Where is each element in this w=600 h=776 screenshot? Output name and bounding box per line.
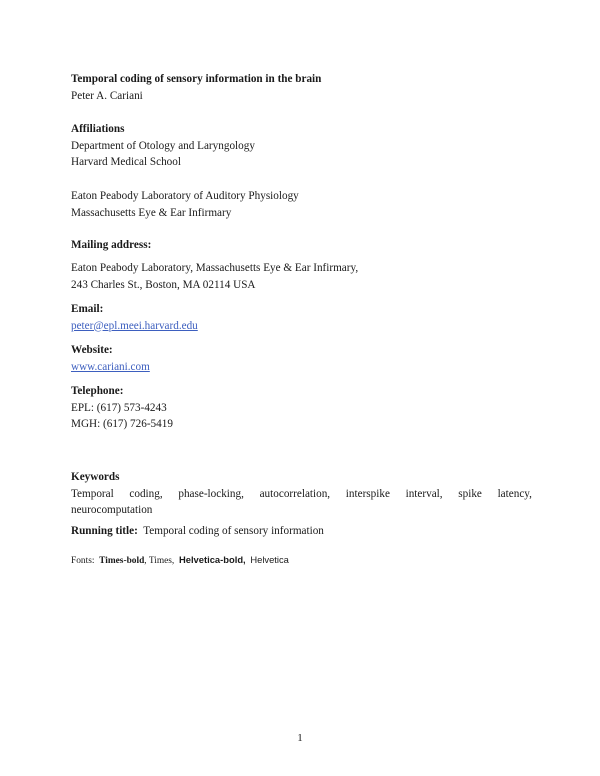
mailing-section (71, 260, 532, 293)
telephone-heading: Telephone: (71, 385, 124, 397)
website-heading: Website: (71, 344, 113, 356)
font-times: Times, (148, 556, 175, 566)
font-helvetica-bold: Helvetica-bold, (178, 554, 246, 565)
keywords-section (71, 469, 532, 519)
keywords-heading: Keywords (71, 471, 120, 483)
keyword-word: coding, (129, 487, 163, 500)
affiliation-line: Department of Otology and Laryngology (71, 139, 255, 152)
affiliation-line: Eaton Peabody Laboratory of Auditory Physiology (71, 190, 299, 202)
email-section (71, 301, 532, 334)
mailing-heading-block (71, 237, 532, 254)
running-title (71, 523, 532, 540)
email-link[interactable]: peter@epl.meei.harvard.edu (71, 319, 198, 332)
page-number: 1 (297, 732, 303, 744)
keyword-word: latency, (497, 487, 532, 500)
fonts-section (71, 552, 532, 570)
mailing-line: Eaton Peabody Laboratory, Massachusetts Eye & Ear Infirmary, (71, 262, 359, 274)
mailing-heading: Mailing address: (71, 239, 152, 251)
keywords-line-2: neurocomputation (71, 504, 153, 516)
keyword-word: Temporal (71, 487, 114, 500)
font-times-bold: Times-bold (99, 556, 145, 566)
running-title-value: Temporal coding of sensory information (143, 525, 324, 537)
affiliations-heading: Affiliations (71, 123, 125, 135)
font-separator: , (144, 556, 149, 566)
keyword-word: autocorrelation, (259, 487, 331, 500)
font-helvetica: Helvetica (250, 554, 289, 565)
keyword-word: interspike (345, 487, 390, 500)
running-title-section (71, 523, 532, 540)
telephone-line: EPL: (617) 573-4243 (71, 401, 167, 414)
author-name: Peter A. Cariani (71, 89, 143, 102)
affiliation-line: Harvard Medical School (71, 156, 181, 168)
email-heading: Email: (71, 303, 104, 315)
telephone-section (71, 383, 532, 433)
keyword-word: interval, (405, 487, 443, 500)
title-block (71, 71, 532, 104)
telephone-line: MGH: (617) 726-5419 (71, 418, 173, 430)
website-section (71, 342, 532, 375)
running-title-label: Running title: (71, 525, 138, 537)
document-title: Temporal coding of sensory information in the brain (71, 73, 322, 85)
affiliation-line: Massachusetts Eye & Ear Infirmary (71, 206, 232, 219)
fonts-label: Fonts: (71, 556, 95, 566)
fonts-line (71, 556, 289, 566)
mailing-line: 243 Charles St., Boston, MA 02114 USA (71, 278, 256, 291)
website-link[interactable]: www.cariani.com (71, 360, 150, 373)
keyword-word: spike (458, 487, 482, 500)
keyword-word: phase-locking, (178, 487, 244, 500)
affiliations-section (71, 121, 532, 171)
affiliations-group-2 (71, 188, 532, 221)
keywords-line (71, 486, 532, 503)
